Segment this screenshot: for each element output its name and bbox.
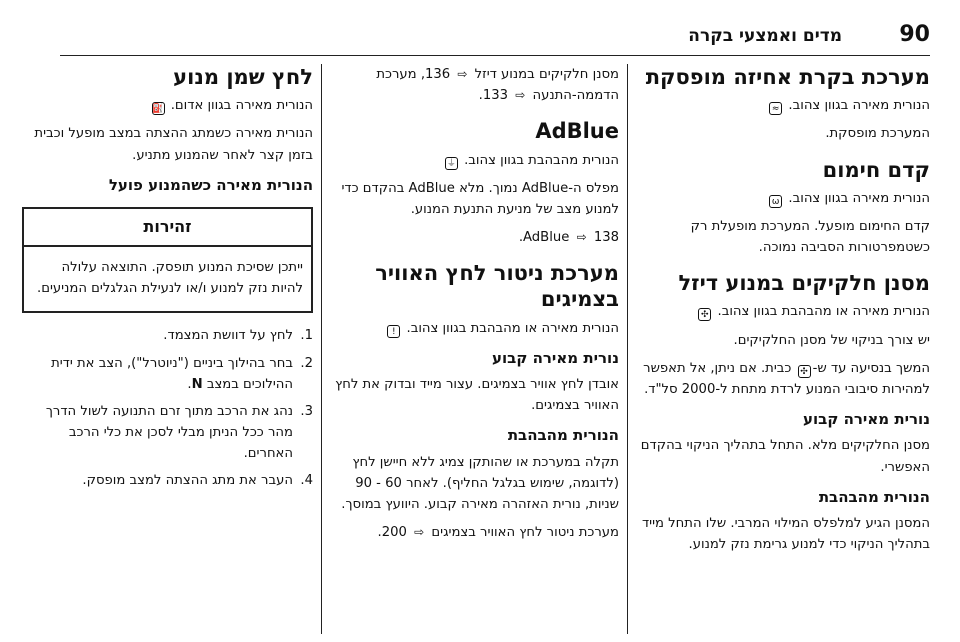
steps-list bbox=[22, 325, 313, 491]
car-skid-icon: ≈ bbox=[769, 102, 782, 115]
adblue-icon: ⏚ bbox=[446, 158, 456, 169]
subsection-title: נורית מאירה קבוע bbox=[803, 409, 930, 428]
paragraph: הנורית מאירה או מהבהבת בגוון צהוב. ✣ bbox=[634, 301, 930, 322]
paragraph: מפלס ה-AdBlue נמוך. מלא AdBlue בהקדם כדי למנוע מצב של מניעת התנעת המנוע. bbox=[341, 180, 619, 217]
section-title: מערכת ניטור לחץ האוויר בצמיגים bbox=[375, 261, 619, 312]
paragraph: הנורית מאירה כשמתג ההצתה במצב מופעל וכבית בזמן קצר לאחר שהמנוע מתניע. bbox=[34, 126, 313, 163]
paragraph: קדם החימום מופעל. המערכת מופעלת רק כשטמפרטורות הסביבה נמוכה. bbox=[690, 218, 930, 255]
section-traction-off bbox=[634, 64, 930, 145]
section-oil-pressure bbox=[22, 64, 313, 195]
reference-arrow-icon: ⇨ bbox=[515, 88, 526, 103]
reference-arrow-icon: ⇨ bbox=[457, 67, 468, 81]
paragraph: AdBlue ⇨ 138. bbox=[328, 227, 619, 248]
paragraph: המשך בנסיעה עד ש-✣ כבית. אם ניתן, אל תאפשר למהירות סיבובי המנוע לרדת מתחת ל-2000 סל"ד. bbox=[643, 360, 930, 397]
section-title: AdBlue bbox=[535, 119, 619, 144]
caution-text: ייתכן שסיכת המנוע תופסק. התוצאה עלולה להיות נזק למנוע ו/או לנעילת הגלגלים המניעים. bbox=[37, 260, 303, 297]
particulate-filter-icon: ✣ bbox=[698, 308, 711, 321]
paragraph: הנורית מאירה בגוון צהוב. ω bbox=[634, 188, 930, 209]
section-preheat bbox=[634, 157, 930, 259]
oil-can-icon: ⛽ bbox=[152, 104, 164, 115]
header-divider bbox=[60, 55, 930, 56]
section-adblue bbox=[328, 118, 619, 248]
paragraph: הנורית מאירה או מהבהבת בגוון צהוב. ! bbox=[328, 318, 619, 339]
section-title: מסנן חלקיקים במנוע דיזל bbox=[678, 271, 930, 296]
subsection-title: נורית מאירה קבוע bbox=[492, 348, 619, 367]
reference-arrow-icon: ⇨ bbox=[576, 229, 587, 244]
chapter-title: מדים ואמצעי בקרה bbox=[688, 26, 842, 46]
subsection-title: הנורית מהבהבת bbox=[507, 426, 619, 445]
section-title: לחץ שמן מנוע bbox=[173, 65, 313, 89]
paragraph: מסנן החלקיקים מלא. התחל בתהליך הניקוי בהקדם האפשרי. bbox=[640, 438, 930, 475]
page-header bbox=[0, 0, 960, 54]
caution-box bbox=[22, 207, 313, 313]
paragraph: תקלה במערכת או שהותקן צמיג ללא חיישן לחץ (לדוגמה, שימוש בגלגל החליף). לאחר 60 - 90 שניות, נורית האזהרה מאירה קבוע. היוועץ במוסך. bbox=[341, 454, 619, 513]
section-tire-pressure bbox=[328, 260, 619, 543]
step-item: 3. נהג את הרכב מתוך זרם התנועה לשול הדרך מהר ככל הניתן מבלי לסכן את כלי הרכב האחרים. bbox=[45, 403, 313, 461]
paragraph: הנורית מהבהבת בגוון צהוב. ⏚ bbox=[446, 152, 619, 169]
column-left bbox=[22, 64, 322, 634]
paragraph: הנורית מאירה בגוון צהוב. ≈ bbox=[634, 95, 930, 116]
column-middle bbox=[328, 64, 628, 634]
particulate-filter-icon: ✣ bbox=[798, 365, 811, 378]
step-item: 4. העבר את מתג ההצתה למצב מופסק. bbox=[82, 473, 313, 489]
paragraph: הנורית מאירה בגוון אדום. ⛽ bbox=[152, 98, 313, 115]
step-item: 1. לחץ על דוושת המצמד. bbox=[163, 328, 313, 344]
tire-pressure-icon: ! bbox=[387, 325, 400, 338]
paragraph: אובדן לחץ אוויר בצמיגים. עצור מייד ובדוק את לחץ האוויר בצמיגים. bbox=[335, 377, 619, 414]
paragraph: מסנן חלקיקים במנוע דיזל ⇨ 136, מערכת הדממה-התנעה ⇨ 133. bbox=[328, 64, 619, 106]
subsection-title: הנורית מאירה כשהמנוע פועל bbox=[108, 175, 313, 194]
paragraph: יש צורך בניקוי של מסנן החלקיקים. bbox=[733, 332, 930, 348]
section-diesel-particulate-filter bbox=[634, 270, 930, 555]
reference-arrow-icon: ⇨ bbox=[414, 525, 425, 540]
page-number: 90 bbox=[899, 22, 930, 47]
paragraph: המסנן הגיע למלפלס המילוי המרבי. שלו התחל מייד בתהליך הניקוי כדי למנוע גרימת נזק למנוע. bbox=[641, 516, 930, 553]
step-item: 2. בחר בהילוך ביניים ("ניוטרל"), הצב את ידית ההילוכים במצב N. bbox=[51, 355, 313, 392]
caution-title: זהירות bbox=[24, 209, 311, 247]
subsection-title: הנורית מהבהבת bbox=[818, 487, 930, 506]
section-title: קדם חימום bbox=[822, 157, 930, 182]
column-right bbox=[634, 64, 930, 634]
section-title: מערכת בקרת אחיזה מופסקת bbox=[645, 65, 930, 89]
paragraph: המערכת מופסקת. bbox=[825, 126, 930, 142]
glow-plug-icon: ω bbox=[769, 195, 782, 208]
paragraph: מערכת ניטור לחץ האוויר בצמיגים ⇨ 200. bbox=[328, 522, 619, 543]
